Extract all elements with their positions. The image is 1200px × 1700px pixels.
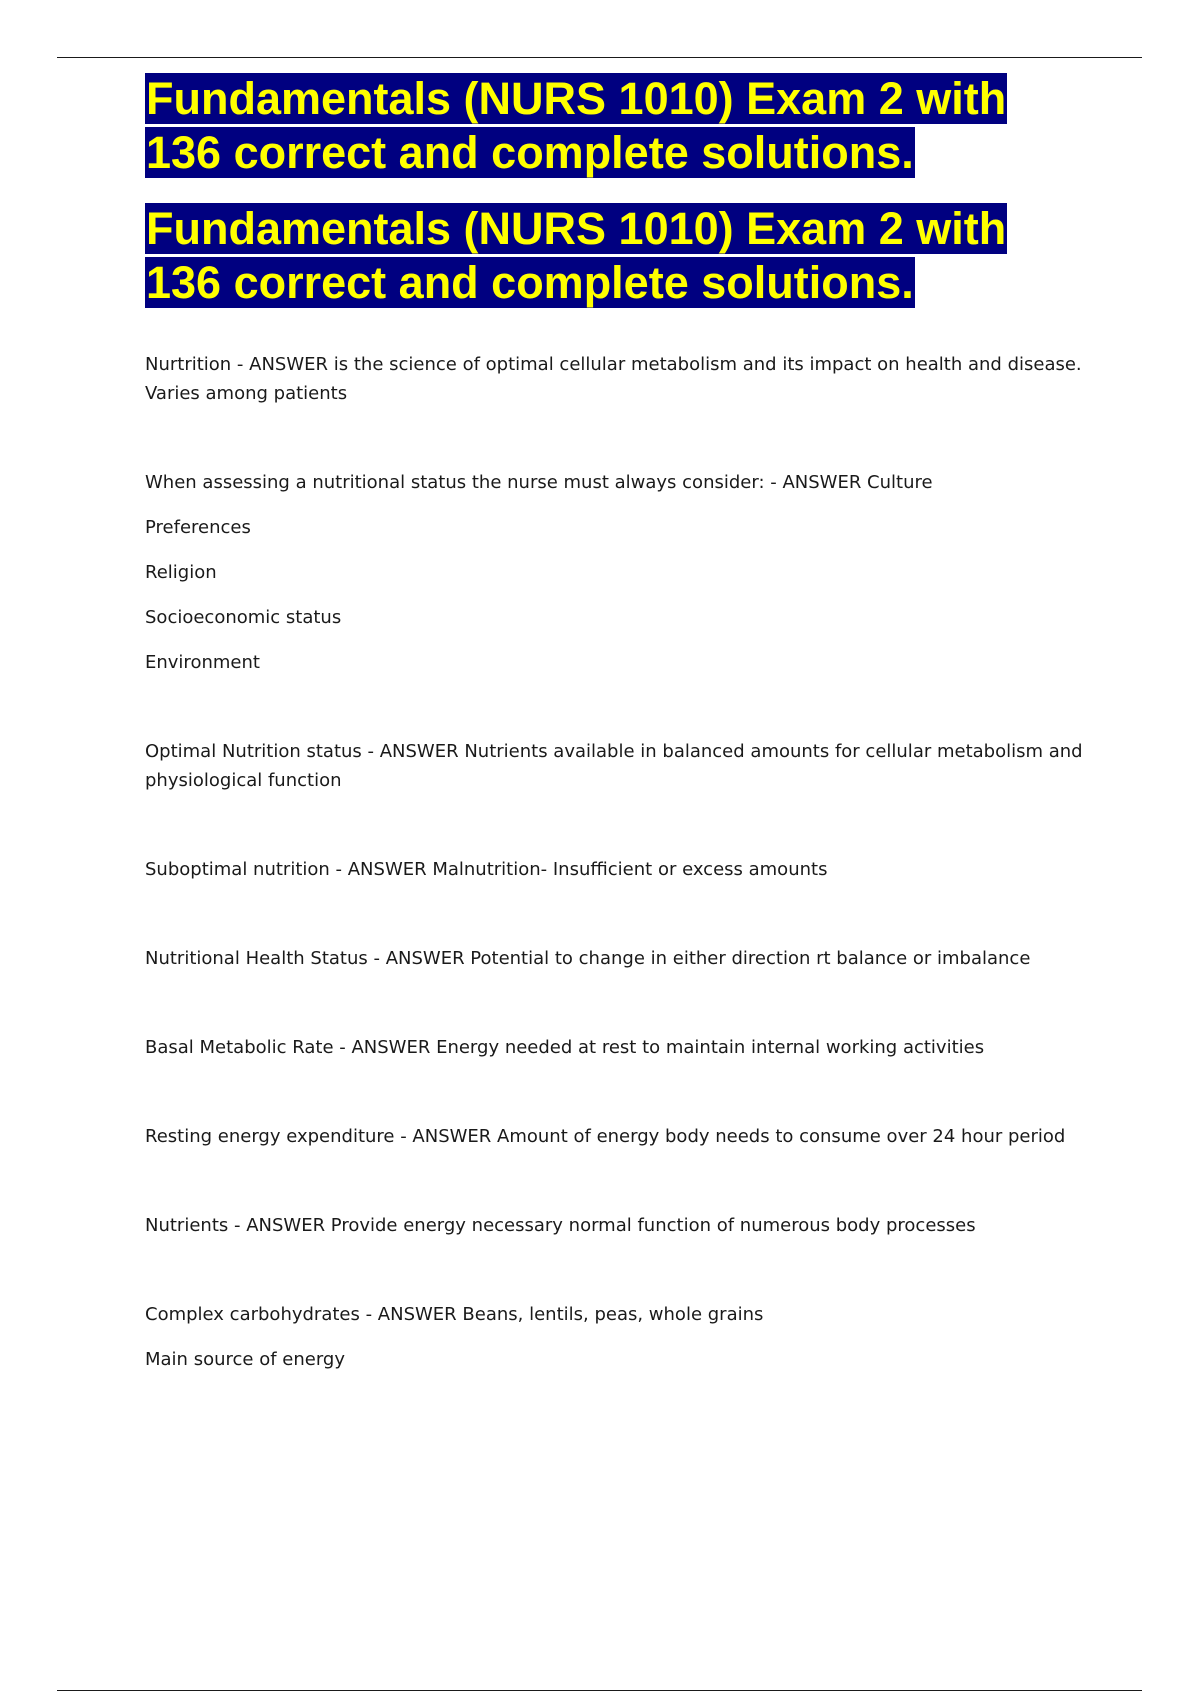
document-title-repeat <box>145 202 1095 310</box>
entry-text: Complex carbohydrates - ANSWER Beans, lentils, peas, whole grains <box>145 1304 764 1325</box>
title-repeat-line-2: 136 correct and complete solutions. <box>146 257 914 308</box>
entry-text: Nutrients - ANSWER Provide energy necessary normal function of numerous body processes <box>145 1215 976 1236</box>
entry-sub-item: Environment <box>145 652 260 673</box>
document-title <box>145 72 1095 180</box>
qa-entry-resting-energy <box>145 1122 1095 1151</box>
entry-text: Nutritional Health Status - ANSWER Potential to change in either direction rt balance or imbalance <box>145 948 1031 969</box>
qa-entry-suboptimal-nutrition <box>145 855 1095 884</box>
qa-entry-nutritional-health-status <box>145 944 1095 973</box>
entry-text: Suboptimal nutrition - ANSWER Malnutrition- Insufficient or excess amounts <box>145 859 828 880</box>
title-line-2: 136 correct and complete solutions. <box>146 127 914 178</box>
entry-text: Resting energy expenditure - ANSWER Amount of energy body needs to consume over 24 hour period <box>145 1126 1066 1147</box>
entry-sub-item: Main source of energy <box>145 1349 345 1370</box>
qa-entry-assessing-status <box>145 468 1095 677</box>
qa-entry-complex-carbohydrates <box>145 1300 1095 1374</box>
entry-text: Optimal Nutrition status - ANSWER Nutrients available in balanced amounts for cellular metabolism and physiological function <box>145 741 1083 791</box>
qa-entry-nutrition <box>145 350 1095 408</box>
entry-text: When assessing a nutritional status the nurse must always consider: - ANSWER Culture <box>145 472 933 493</box>
entry-sub-item: Socioeconomic status <box>145 607 342 628</box>
qa-entry-basal-metabolic-rate <box>145 1033 1095 1062</box>
entry-sub-item: Religion <box>145 562 217 583</box>
entry-text: Basal Metabolic Rate - ANSWER Energy needed at rest to maintain internal working activities <box>145 1037 985 1058</box>
qa-entry-optimal-nutrition <box>145 737 1095 795</box>
title-repeat-line-1: Fundamentals (NURS 1010) Exam 2 with <box>146 203 1007 254</box>
document-body <box>145 350 1095 1374</box>
entry-text: Nurtrition - ANSWER is the science of optimal cellular metabolism and its impact on health and disease. Varies among patients <box>145 354 1082 404</box>
entry-sub-item: Preferences <box>145 517 251 538</box>
title-line-1: Fundamentals (NURS 1010) Exam 2 with <box>146 73 1007 124</box>
bottom-rule <box>57 1690 1142 1691</box>
document-page <box>145 72 1095 1434</box>
top-rule <box>57 57 1142 58</box>
qa-entry-nutrients <box>145 1211 1095 1240</box>
